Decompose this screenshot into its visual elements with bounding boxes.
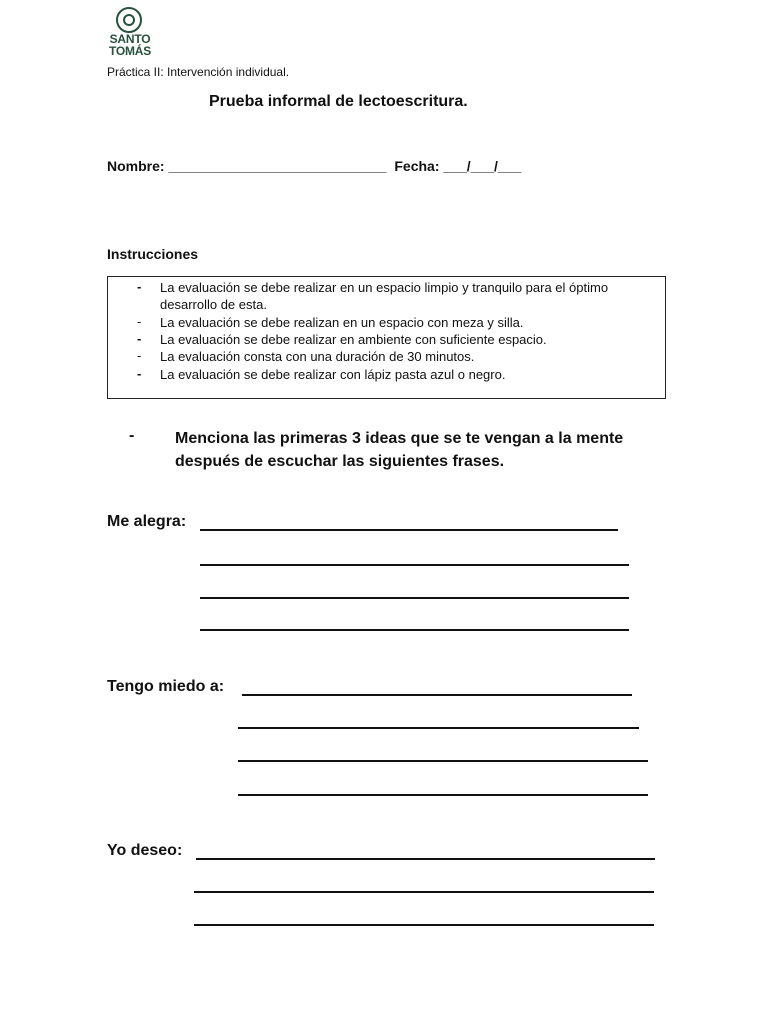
- answer-line[interactable]: [194, 924, 654, 926]
- document-title: Prueba informal de lectoescritura.: [209, 93, 468, 110]
- fecha-field[interactable]: Fecha: ___/___/___: [394, 158, 522, 174]
- logo-wordmark: [108, 33, 152, 57]
- santo-tomas-logo: [108, 7, 152, 63]
- answer-line[interactable]: [200, 529, 618, 531]
- prompt-yo-deseo: Yo deseo:: [107, 842, 183, 859]
- instruction-bullet: -: [137, 314, 142, 329]
- instruction-text: La evaluación se debe realizar en ambiente con suficiente espacio.: [160, 332, 547, 347]
- instruction-text: La evaluación se debe realizar en un espacio limpio y tranquilo para el óptimo desarrollo de esta.: [160, 280, 609, 312]
- instruction-bullet: -: [137, 279, 142, 294]
- instruction-text: La evaluación se debe realizar con lápiz pasta azul o negro.: [160, 367, 506, 382]
- instructions-heading: Instrucciones: [107, 246, 199, 262]
- answer-line[interactable]: [200, 629, 629, 631]
- instruction-bullet: -: [137, 366, 142, 381]
- answer-line[interactable]: [200, 597, 629, 599]
- prompt-tengo-miedo: Tengo miedo a:: [107, 678, 225, 695]
- answer-line[interactable]: [238, 727, 639, 729]
- seal-icon: [116, 7, 142, 33]
- logo-line-2: TOMÁS: [108, 44, 152, 58]
- name-date-row: [107, 158, 521, 174]
- nombre-field[interactable]: Nombre: ____________________________: [107, 158, 387, 174]
- answer-line[interactable]: [196, 858, 655, 860]
- logo-line-1: SANTO: [109, 32, 151, 46]
- course-header: Práctica II: Intervención individual.: [107, 65, 290, 79]
- prompt-me-alegra: Me alegra:: [107, 513, 187, 530]
- instruction-text: La evaluación se debe realizan en un espacio con meza y silla.: [160, 315, 524, 330]
- question-bullet: -: [129, 427, 135, 444]
- instruction-bullet: -: [137, 331, 142, 346]
- question-text: Menciona las primeras 3 ideas que se te vengan a la mente después de escuchar las siguientes frases.: [175, 430, 624, 470]
- instruction-text: La evaluación consta con una duración de 30 minutos.: [160, 349, 475, 364]
- answer-line[interactable]: [238, 794, 648, 796]
- answer-line[interactable]: [242, 694, 632, 696]
- answer-line[interactable]: [200, 564, 629, 566]
- instruction-bullet: -: [137, 348, 142, 363]
- answer-line[interactable]: [194, 891, 654, 893]
- instructions-box: [107, 276, 666, 399]
- answer-line[interactable]: [238, 760, 648, 762]
